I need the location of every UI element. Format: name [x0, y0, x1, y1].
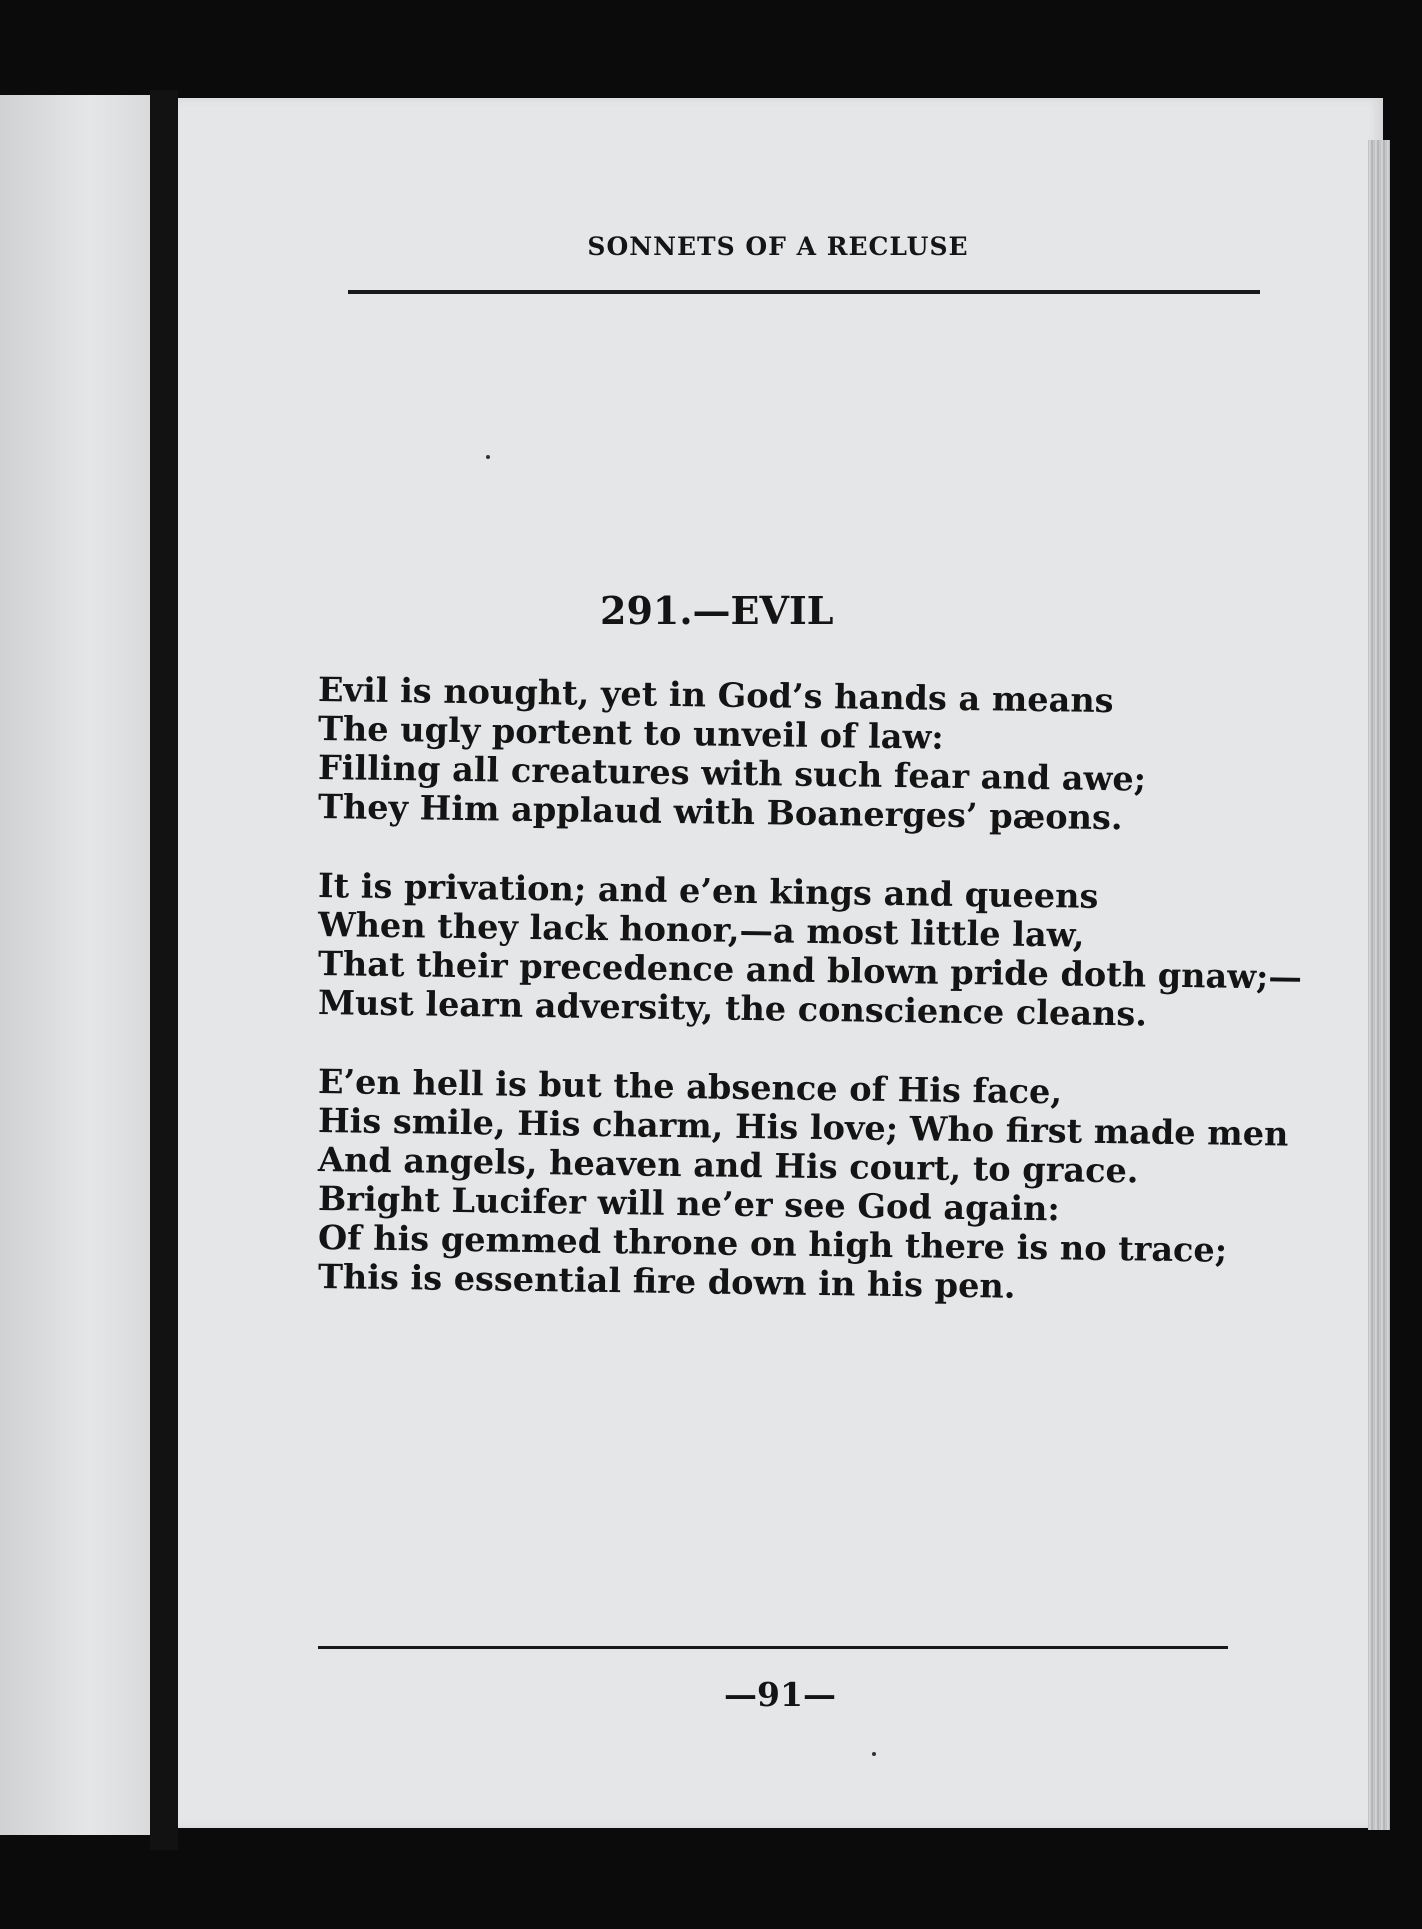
facing-page-edge	[0, 95, 150, 1835]
header-rule	[348, 290, 1260, 294]
poem-line: This is essential fire down in his pen.	[317, 1257, 1016, 1306]
page-stack-edge	[1368, 140, 1390, 1830]
poem-body	[317, 670, 1303, 1336]
poem-line: E’en hell is but the absence of His face,	[317, 1062, 1063, 1112]
poem-line: That their precedence and blown pride doth gnaw;—	[317, 944, 1303, 997]
stanza-3	[317, 1062, 1298, 1306]
poem-line: And angels, heaven and His court, to grace.	[317, 1140, 1139, 1191]
poem-title: 291.—EVIL	[600, 588, 834, 633]
poem-line: The ugly portent to unveil of law:	[317, 709, 944, 757]
poem-line: It is privation; and e’en kings and queens	[317, 866, 1099, 916]
poem-line: His smile, His charm, His love; Who first made men	[317, 1101, 1289, 1154]
poem-line: When they lack honor,—a most little law,	[317, 905, 1085, 955]
stanza-2	[317, 866, 1303, 1034]
footer-rule	[318, 1646, 1228, 1649]
poem-line: Bright Lucifer will ne’er see God again:	[317, 1179, 1060, 1229]
poem-line: Of his gemmed throne on high there is no trace;	[317, 1218, 1228, 1270]
paper-speck	[872, 1752, 876, 1756]
poem-line: Evil is nought, yet in God’s hands a means	[317, 670, 1114, 721]
book-gutter	[150, 90, 178, 1850]
stanza-1	[317, 670, 1298, 838]
poem-line: Filling all creatures with such fear and awe;	[317, 748, 1147, 799]
paper-speck	[486, 455, 490, 459]
poem-line: Must learn adversity, the conscience cleans.	[317, 983, 1148, 1034]
page-number: —91—	[724, 1675, 836, 1714]
poem-line: They Him applaud with Boanerges’ pæons.	[317, 787, 1123, 838]
running-head: SONNETS OF A RECLUSE	[587, 232, 969, 261]
